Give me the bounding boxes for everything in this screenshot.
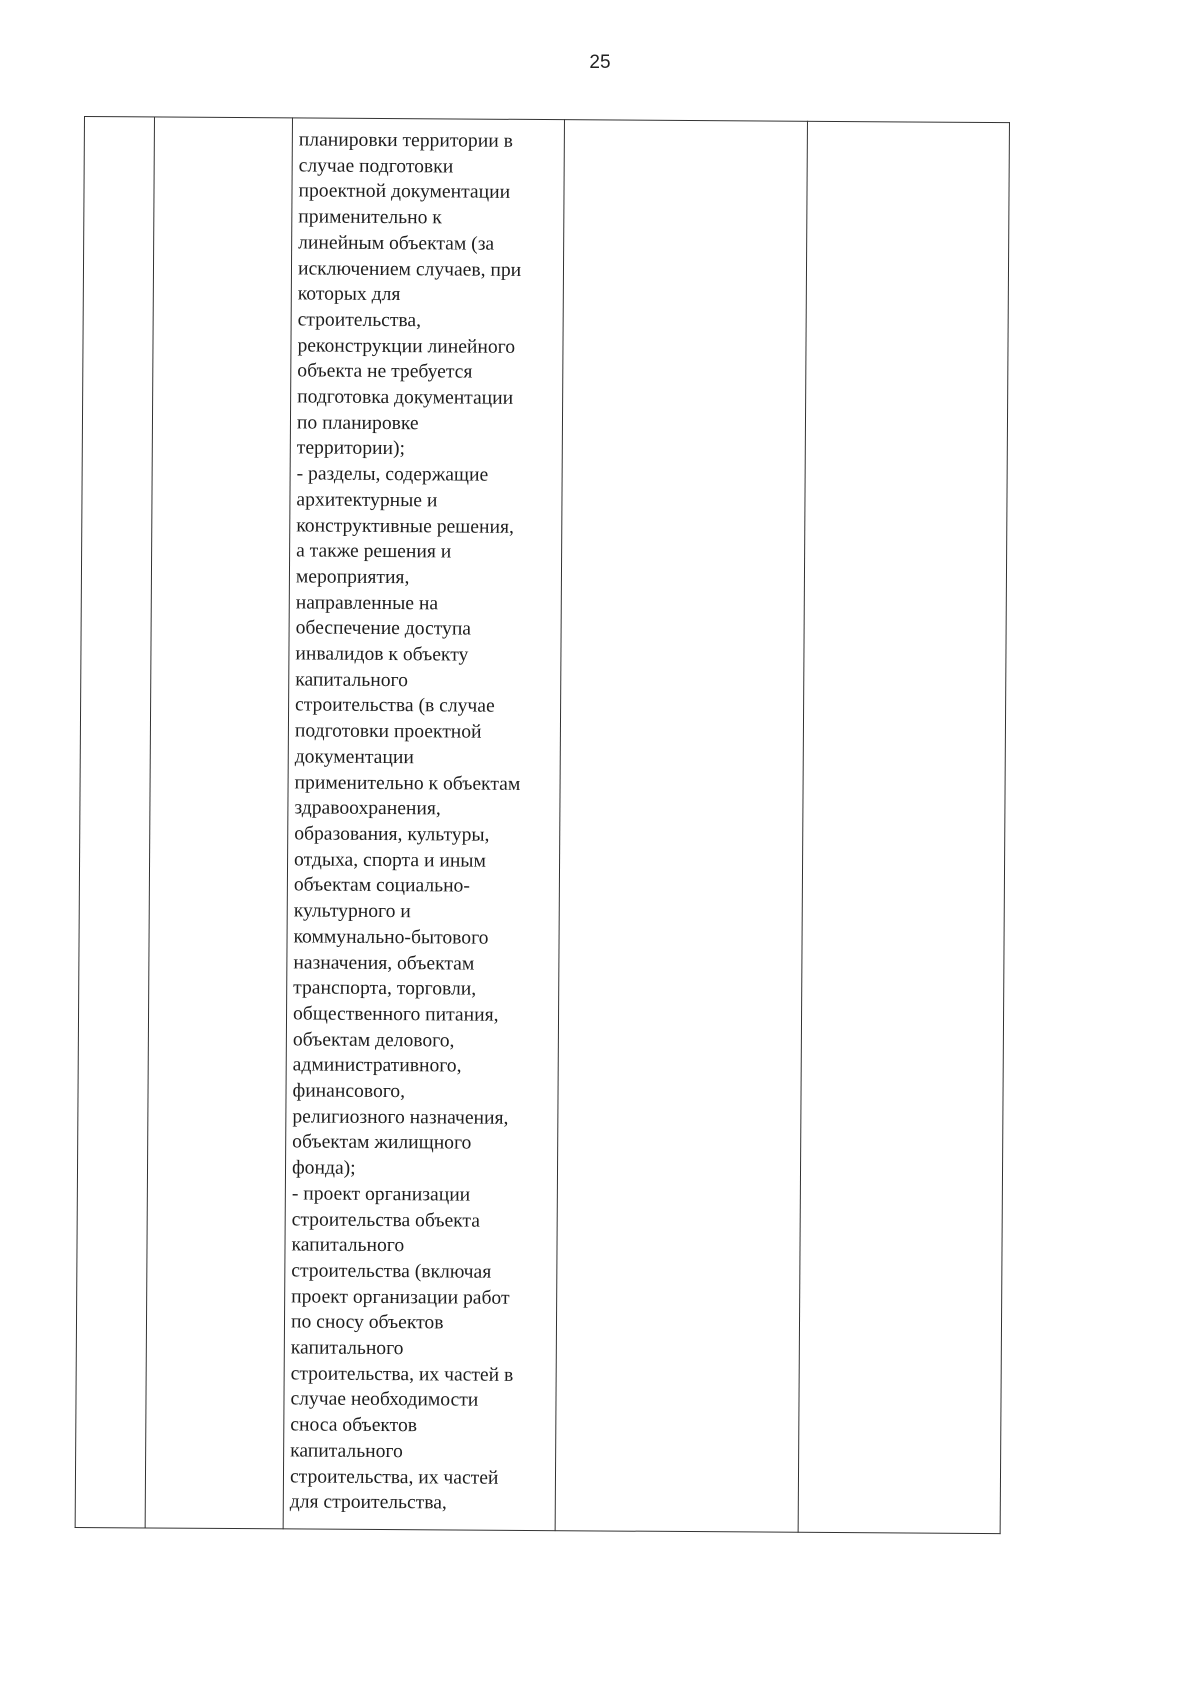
text-line: строительства (включая [291, 1260, 492, 1283]
text-line: строительства, [297, 309, 422, 332]
text-line: объектам жилищного [292, 1131, 472, 1155]
text-line: для строительства, [289, 1491, 447, 1514]
text-line: проектной документации [298, 180, 511, 204]
text-line: обеспечение доступа [295, 617, 472, 640]
text-line: объекта не требуется [297, 360, 473, 383]
text-line: строительства объекта [291, 1208, 481, 1232]
text-line: капитального [295, 669, 408, 691]
text-line: проект организации работ [291, 1286, 510, 1309]
text-line: назначения, объектам [293, 951, 475, 975]
text-line: применительно к [298, 206, 442, 229]
text-line: объектам социально- [293, 874, 470, 897]
text-line: коммунально-бытового [293, 926, 489, 949]
text-line: капитального [291, 1234, 405, 1257]
text-line: реконструкции линейного [297, 335, 516, 358]
text-line: религиозного назначения, [292, 1106, 509, 1129]
text-line: мероприятия, [295, 566, 410, 589]
table-column-5 [798, 121, 1010, 1534]
text-line: территории); [296, 437, 406, 460]
text-line: конструктивные решения, [296, 514, 514, 538]
text-line: случае необходимости [290, 1388, 479, 1412]
text-line: административного, [292, 1054, 462, 1077]
text-line: строительства, их частей [289, 1465, 499, 1489]
text-line: культурного и [293, 900, 411, 923]
text-line: - разделы, содержащие [296, 463, 489, 486]
text-line: здравоохранения, [294, 797, 441, 820]
text-line: исключением случаев, при [297, 257, 522, 281]
text-line: инвалидов к объекту [295, 643, 469, 666]
text-line: капитального [290, 1337, 404, 1360]
text-line: подготовка документации [297, 386, 514, 409]
text-line: финансового, [292, 1080, 406, 1103]
text-line: архитектурные и [296, 489, 438, 512]
text-line: образования, культуры, [294, 823, 490, 846]
table-column-1 [75, 116, 154, 1528]
text-line: направленные на [295, 592, 439, 615]
text-line: строительства (в случае [295, 694, 495, 718]
text-line: по сносу объектов [290, 1311, 444, 1334]
text-line: общественного питания, [292, 1003, 499, 1026]
text-line: которых для [297, 283, 401, 306]
text-line: транспорта, торговли, [293, 977, 477, 1000]
table-column-2 [145, 116, 292, 1529]
text-line: планировки территории в [298, 129, 513, 152]
table-column-3 [283, 117, 564, 1531]
column-3-text [290, 127, 561, 1517]
table-column-4 [555, 119, 807, 1533]
text-line: отдыха, спорта и иным [294, 849, 486, 872]
text-line: по планировке [296, 412, 419, 434]
text-line: линейным объектам (за [298, 232, 495, 255]
text-line: а также решения и [296, 540, 452, 563]
document-table [75, 116, 1010, 1534]
text-line: капитального [290, 1440, 403, 1463]
text-line: строительства, их частей в [290, 1363, 514, 1386]
page-number: 25 [589, 52, 611, 73]
text-line: сноса объектов [290, 1414, 418, 1437]
text-line: применительно к объектам [294, 771, 521, 795]
text-line: - проект организации [291, 1183, 471, 1206]
text-line: случае подготовки [298, 155, 454, 178]
text-line: объектам делового, [292, 1029, 455, 1052]
text-line: документации [294, 746, 414, 769]
text-line: фонда); [291, 1157, 356, 1179]
text-line: подготовки проектной [294, 720, 482, 743]
